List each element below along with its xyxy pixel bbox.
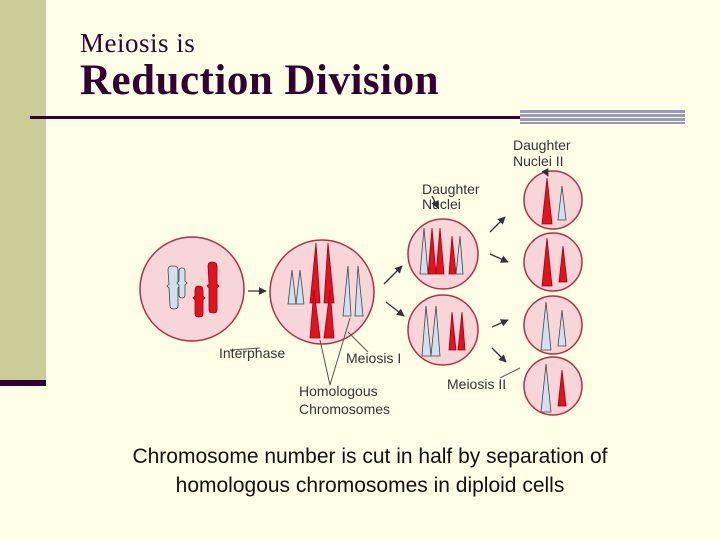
label-interphase: Interphase bbox=[219, 345, 286, 361]
arrow bbox=[490, 217, 505, 232]
label-meiosis2: Meiosis II bbox=[447, 376, 507, 392]
cell-daughter2-4 bbox=[524, 357, 582, 415]
cell-daughter2-3 bbox=[524, 296, 582, 354]
label-daughter-2: Nuclei bbox=[422, 196, 461, 212]
cell-daughter2-1 bbox=[524, 171, 582, 229]
leader-line bbox=[320, 340, 330, 385]
cell-daughter-bottom bbox=[408, 295, 478, 365]
arrow bbox=[490, 254, 508, 262]
label-homologous-1: Homologous bbox=[299, 383, 378, 399]
title-line-1: Meiosis is bbox=[80, 28, 196, 58]
title-line-2: Reduction Division bbox=[80, 57, 440, 104]
label-daughter2-2: Nuclei II bbox=[513, 153, 564, 169]
label-daughter-1: Daughter bbox=[422, 181, 480, 197]
chromosome bbox=[207, 262, 219, 313]
arrow bbox=[492, 320, 508, 327]
label-meiosis1: Meiosis I bbox=[346, 350, 402, 366]
cell-interphase bbox=[140, 237, 244, 341]
caption-line-2: homologous chromosomes in diploid cells bbox=[175, 474, 565, 497]
label-daughter2-1: Daughter bbox=[513, 137, 571, 153]
label-homologous-2: Chromosomes bbox=[299, 401, 391, 417]
arrow bbox=[386, 302, 404, 316]
cell-daughter2-2 bbox=[524, 233, 582, 291]
caption-line-1: Chromosome number is cut in half by separation of bbox=[132, 445, 608, 468]
arrow bbox=[492, 348, 506, 362]
leader-line bbox=[348, 332, 368, 352]
chromosome bbox=[193, 286, 205, 317]
cell-daughter-top bbox=[408, 219, 478, 289]
caption bbox=[60, 442, 680, 500]
arrow bbox=[384, 266, 402, 284]
